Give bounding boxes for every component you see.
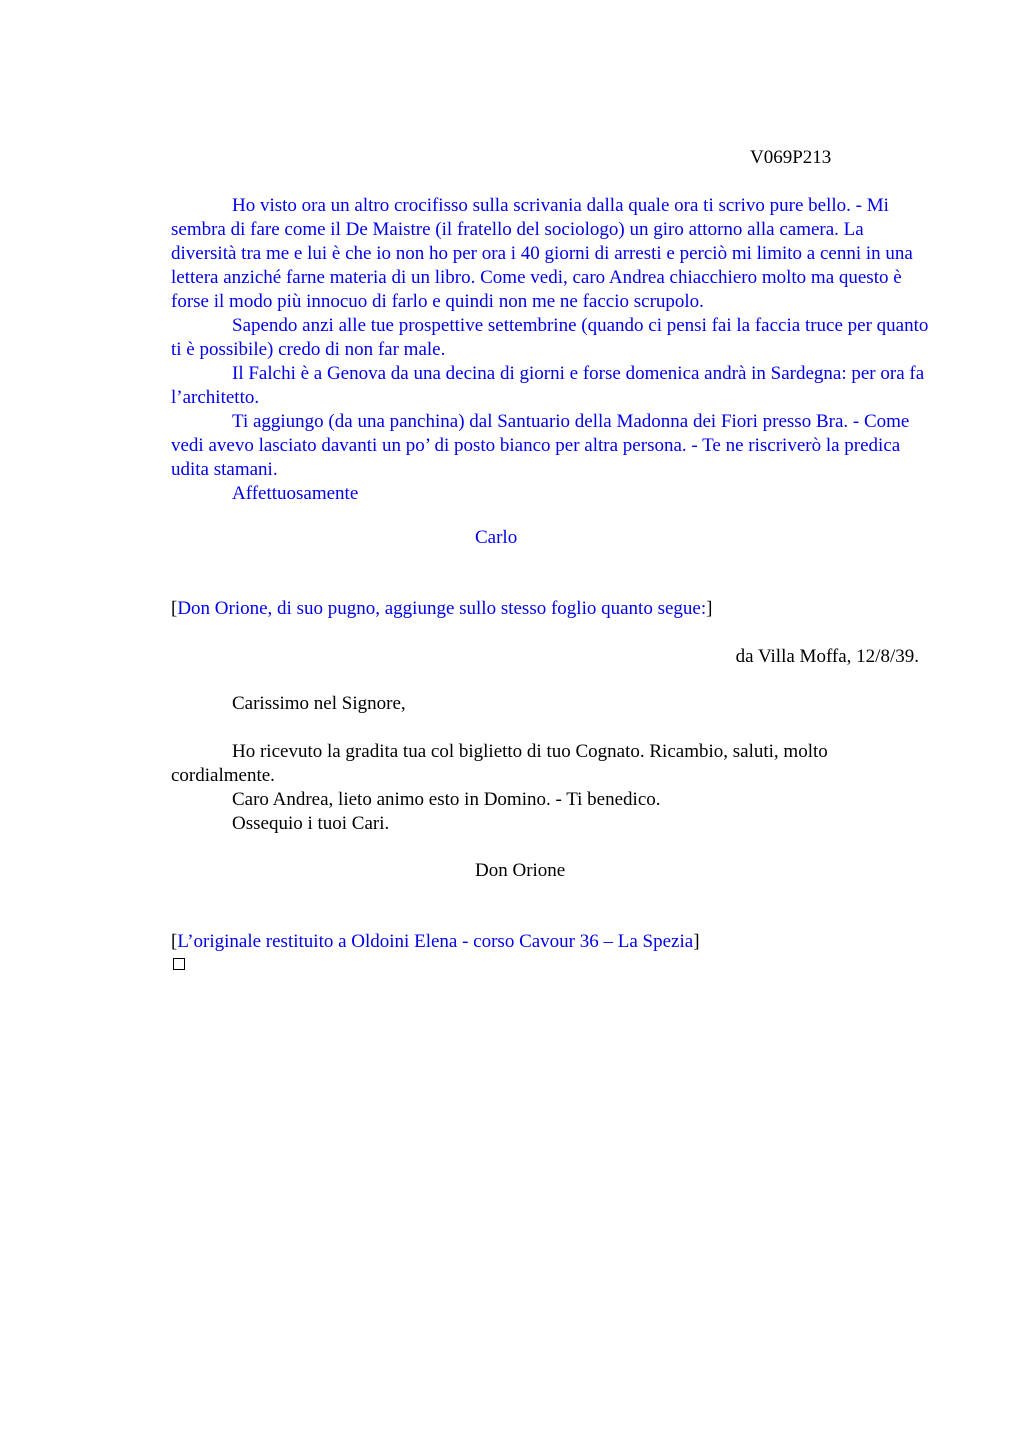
page-code: V069P213 [750,147,832,168]
signature-orione: Don Orione [475,860,566,881]
salutation-text: Carissimo nel Signore, [232,693,406,714]
letter-paragraph: Ti aggiungo (da una panchina) dal Santuario della Madonna dei Fiori presso Bra. - Come vedi avevo lasciato davanti un po’ di posto bianco per altra persona. - Te ne riscriverò la predica udita stamani. [171,411,910,480]
editor-note-orione [171,597,931,621]
editor-note-original [171,930,931,954]
letter-closing: Affettuosamente [232,483,359,504]
editor-note-text: Don Orione, di suo pugno, aggiunge sullo stesso foglio quanto segue: [177,598,707,619]
place-date: da Villa Moffa, 12/8/39. [735,646,919,667]
letter-line: Caro Andrea, lieto animo esto in Domino. - Ti benedico. [232,789,661,810]
letter-carlo-body [171,194,931,506]
bracket-open: [ [171,598,178,619]
letter-paragraph: Sapendo anzi alle tue prospettive settembrine (quando ci pensi fai la faccia truce per quanto ti è possibile) credo di non far male. [171,315,929,360]
letter-paragraph: Ho ricevuto la gradita tua col biglietto di tuo Cognato. Ricambio, saluti, molto cordialmente. [171,741,828,786]
editor-note-text: L’originale restituito a Oldoini Elena - corso Cavour 36 – La Spezia [177,931,694,952]
bracket-close: ] [706,598,713,619]
empty-box-symbol [173,958,185,970]
letter-orione-body [171,740,931,836]
bracket-close: ] [693,931,700,952]
salutation [171,692,931,716]
signature-carlo: Carlo [475,527,518,548]
letter-paragraph: Il Falchi è a Genova da una decina di giorni e forse domenica andrà in Sardegna: per ora fa l’architetto. [171,363,925,408]
letter-paragraph: Ho visto ora un altro crocifisso sulla scrivania dalla quale ora ti scrivo pure bello. - Mi sembra di fare come il De Maistre (il fratello del sociologo) un giro attorno alla camera. La diversità tra me e lui è che io non ho per ora i 40 giorni di arresti e perciò mi limito a cenni in una lettera anziché farne materia di un libro. Come vedi, caro Andrea chiacchiero molto ma questo è forse il modo più innocuo di farlo e quindi non me ne faccio scrupolo. [171,195,913,312]
bracket-open: [ [171,931,178,952]
letter-line: Ossequio i tuoi Cari. [232,813,390,834]
